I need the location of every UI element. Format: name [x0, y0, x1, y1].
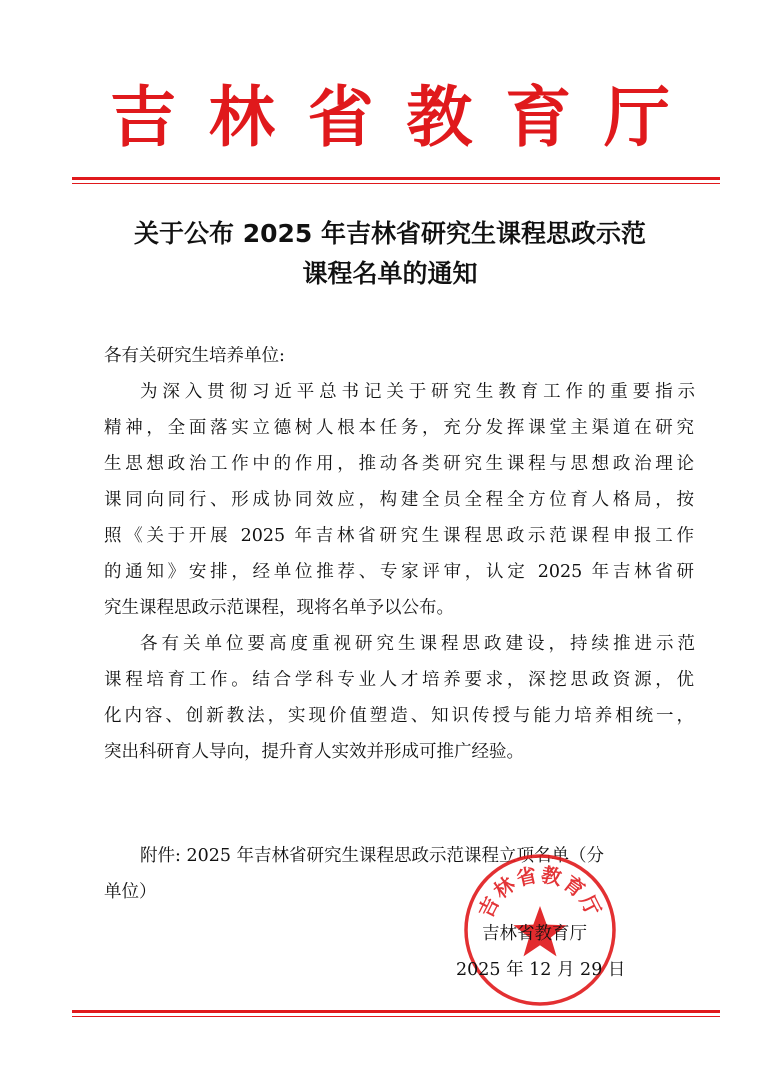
footer-rule-thin: [72, 1016, 720, 1017]
masthead-char: 育: [505, 78, 572, 156]
masthead-char: 林: [208, 78, 275, 156]
seal-arc-text: 吉林省教育厅: [473, 862, 607, 922]
masthead-char: 厅: [603, 78, 670, 156]
masthead-title: [110, 78, 670, 156]
paragraph-1-line: 照《关于开展 2025 年吉林省研究生课程思政示范课程申报工作: [104, 526, 694, 546]
header-rule-thick: [72, 177, 720, 180]
paragraph-1-line: 生思想政治工作中的作用，推动各类研究生课程与思想政治理论: [104, 454, 694, 474]
issuing-authority: 吉林省教育厅: [482, 924, 587, 944]
document-title-line-2: 课程名单的通知: [302, 259, 478, 288]
paragraph-1-line: 精神，全面落实立德树人根本任务，充分发挥课堂主渠道在研究: [104, 418, 694, 438]
masthead-char: 省: [307, 78, 374, 156]
paragraph-2-line: 化内容、创新教法，实现价值塑造、知识传授与能力培养相统一，: [104, 706, 694, 726]
paragraph-2-line: 各有关单位要高度重视研究生课程思政建设，持续推进示范: [140, 634, 695, 654]
attachment-line-2: 单位）: [104, 882, 157, 902]
footer-rule-thick: [72, 1010, 720, 1013]
paragraph-1-line: 课同向同行、形成协同效应，构建全员全程全方位育人格局，按: [104, 490, 694, 510]
paragraph-2-line: 突出科研育人导向，提升育人实效并形成可推广经验。: [104, 742, 524, 762]
paragraph-1-line: 为深入贯彻习近平总书记关于研究生教育工作的重要指示: [140, 382, 695, 402]
paragraph-2-line: 课程培育工作。结合学科专业人才培养要求，深挖思政资源，优: [104, 670, 694, 690]
document-title-line-1: 关于公布 2025 年吉林省研究生课程思政示范: [134, 219, 646, 248]
issue-date: 2025 年 12 月 29 日: [456, 960, 626, 980]
attachment-line-1: 附件: 2025 年吉林省研究生课程思政示范课程立项名单（分: [140, 846, 605, 866]
salutation: 各有关研究生培养单位:: [104, 346, 285, 366]
paragraph-1-line: 的通知》安排，经单位推荐、专家评审，认定 2025 年吉林省研: [104, 562, 694, 582]
header-rule-thin: [72, 183, 720, 184]
masthead-char: 教: [406, 78, 473, 156]
masthead-char: 吉: [110, 78, 176, 156]
paragraph-1-line: 究生课程思政示范课程，现将名单予以公布。: [104, 598, 454, 618]
